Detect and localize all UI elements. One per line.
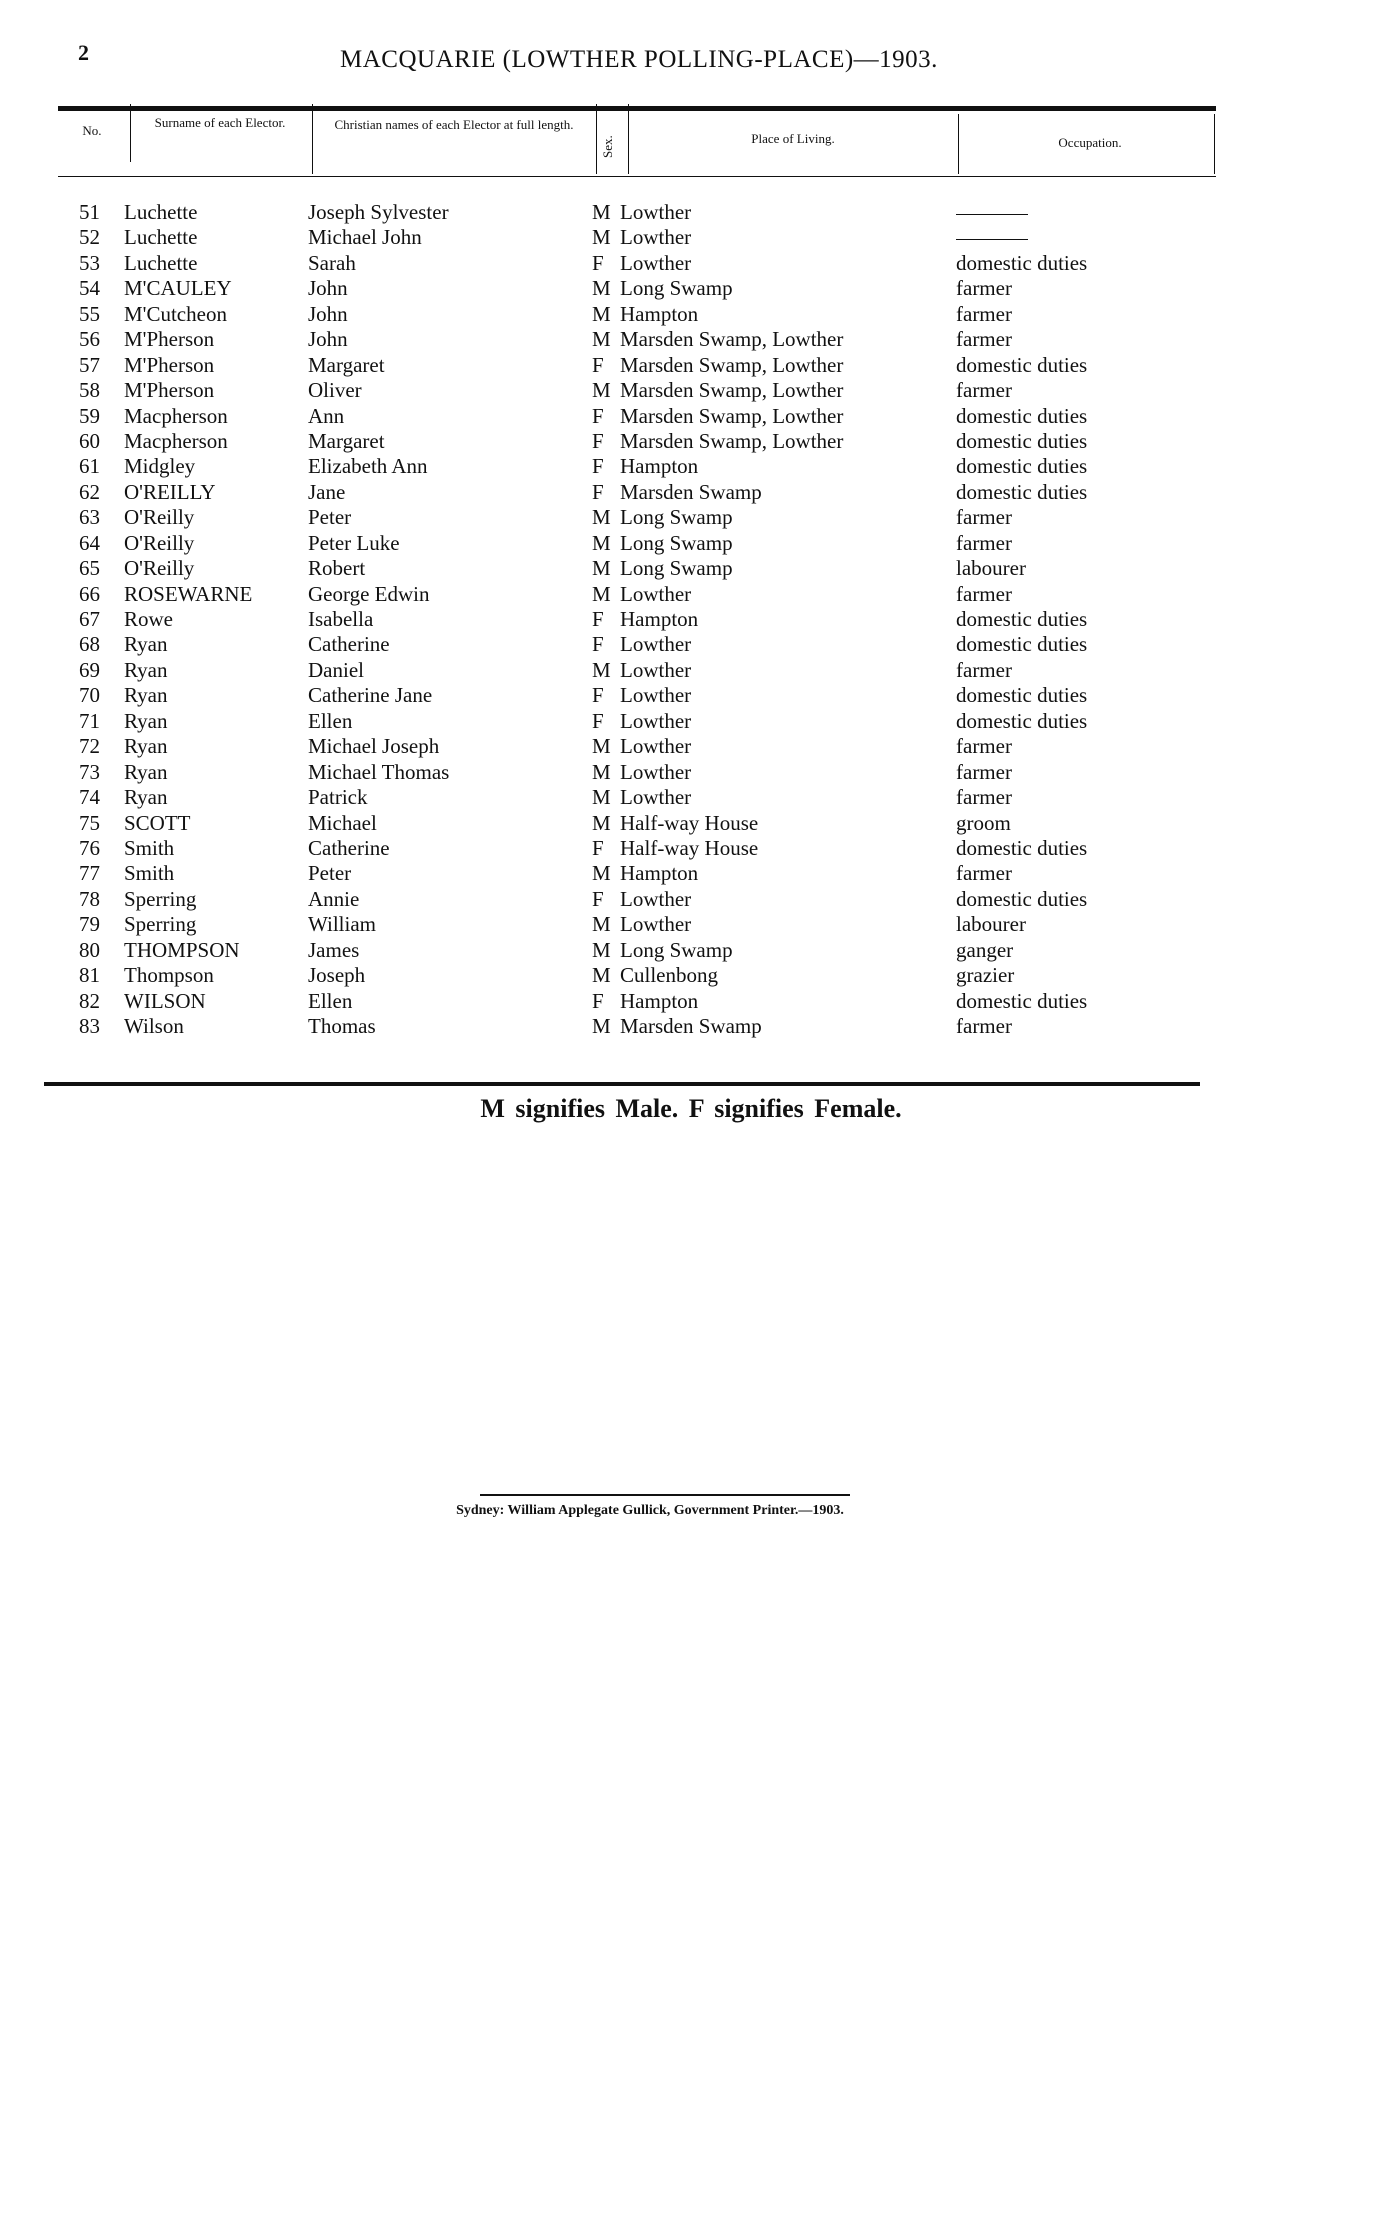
sex-legend: M signifies Male. F signifies Female. xyxy=(480,1094,902,1123)
elector-number: 66 xyxy=(79,581,100,606)
elector-number: 62 xyxy=(79,479,100,504)
page-title: MACQUARIE (LOWTHER POLLING-PLACE)—1903. xyxy=(340,46,938,73)
elector-christian-names: Peter Luke xyxy=(308,530,400,555)
elector-surname: SCOTT xyxy=(124,810,191,835)
elector-place-of-living: Lowther xyxy=(620,581,692,606)
elector-christian-names: Margaret xyxy=(308,352,385,377)
elector-christian-names: John xyxy=(308,327,348,352)
table-row xyxy=(60,709,1220,734)
elector-place-of-living: Lowther xyxy=(620,250,692,275)
elector-place-of-living: Cullenbong xyxy=(620,963,718,988)
table-row xyxy=(60,200,1220,225)
table-row xyxy=(60,276,1220,301)
elector-place-of-living: Marsden Swamp, Lowther xyxy=(620,428,844,453)
elector-sex: F xyxy=(592,835,604,860)
column-divider xyxy=(312,104,313,174)
elector-christian-names: Oliver xyxy=(308,378,362,403)
elector-number: 75 xyxy=(79,810,100,835)
elector-sex: M xyxy=(592,225,611,250)
elector-surname: Ryan xyxy=(124,708,168,733)
elector-number: 53 xyxy=(79,250,100,275)
elector-surname: ROSEWARNE xyxy=(124,581,253,606)
elector-sex: M xyxy=(592,912,611,937)
elector-surname: Sperring xyxy=(124,912,197,937)
column-divider xyxy=(628,104,629,174)
table-row xyxy=(60,1014,1220,1039)
elector-occupation: farmer xyxy=(956,301,1012,326)
table-row xyxy=(60,429,1220,454)
elector-christian-names: Joseph xyxy=(308,963,366,988)
elector-place-of-living: Lowther xyxy=(620,683,692,708)
elector-number: 67 xyxy=(79,607,100,631)
table-row xyxy=(60,505,1220,530)
table-row xyxy=(60,607,1220,632)
elector-place-of-living: Half-way House xyxy=(620,835,759,860)
elector-place-of-living: Lowther xyxy=(620,632,692,657)
table-row xyxy=(60,658,1220,683)
header-bottom-rule xyxy=(58,176,1216,177)
elector-occupation: groom xyxy=(956,810,1011,835)
occupation-blank-dash xyxy=(956,200,1028,225)
elector-place-of-living: Marsden Swamp, Lowther xyxy=(620,327,844,352)
elector-sex: M xyxy=(592,581,611,606)
imprint-rule xyxy=(480,1494,850,1496)
elector-surname: Ryan xyxy=(124,759,168,784)
elector-christian-names: Catherine xyxy=(308,835,390,860)
elector-occupation: farmer xyxy=(956,378,1012,403)
elector-christian-names: Peter xyxy=(308,505,352,530)
table-row xyxy=(60,225,1220,250)
elector-place-of-living: Lowther xyxy=(620,225,692,250)
elector-place-of-living: Lowther xyxy=(620,785,692,810)
elector-surname: THOMPSON xyxy=(124,937,240,962)
table-row xyxy=(60,327,1220,352)
table-row xyxy=(60,556,1220,581)
elector-sex: M xyxy=(592,963,611,988)
table-row xyxy=(60,734,1220,759)
header-no: No. xyxy=(82,123,102,138)
elector-surname: Luchette xyxy=(124,200,198,224)
elector-number: 61 xyxy=(79,454,100,479)
elector-occupation: grazier xyxy=(956,963,1015,988)
elector-surname: WILSON xyxy=(124,988,206,1013)
elector-sex: F xyxy=(592,454,604,479)
elector-surname: Ryan xyxy=(124,683,168,708)
elector-place-of-living: Marsden Swamp xyxy=(620,1014,762,1038)
elector-number: 81 xyxy=(79,963,100,988)
elector-number: 52 xyxy=(79,225,100,250)
elector-occupation: domestic duties xyxy=(956,708,1088,733)
table-row xyxy=(60,251,1220,276)
elector-surname: Smith xyxy=(124,861,175,886)
elector-surname: Ryan xyxy=(124,785,168,810)
elector-place-of-living: Hampton xyxy=(620,454,699,479)
elector-occupation: farmer xyxy=(956,785,1012,810)
elector-place-of-living: Lowther xyxy=(620,200,692,224)
column-divider xyxy=(958,114,959,174)
elector-christian-names: William xyxy=(308,912,376,937)
elector-surname: Rowe xyxy=(124,607,173,631)
elector-occupation: farmer xyxy=(956,759,1012,784)
electors-table xyxy=(60,200,1220,1039)
elector-sex: F xyxy=(592,250,604,275)
elector-occupation: domestic duties xyxy=(956,250,1088,275)
table-row xyxy=(60,963,1220,988)
elector-sex: M xyxy=(592,530,611,555)
elector-occupation: farmer xyxy=(956,657,1012,682)
elector-christian-names: Catherine Jane xyxy=(308,683,433,708)
elector-number: 63 xyxy=(79,505,100,530)
elector-surname: Thompson xyxy=(124,963,214,988)
elector-christian-names: Joseph Sylvester xyxy=(308,200,449,224)
elector-number: 74 xyxy=(79,785,100,810)
printer-imprint: Sydney: William Applegate Gullick, Government Printer.—1903. xyxy=(456,1503,844,1518)
elector-surname: O'REILLY xyxy=(124,479,216,504)
elector-sex: F xyxy=(592,632,604,657)
elector-number: 70 xyxy=(79,683,100,708)
elector-sex: M xyxy=(592,937,611,962)
elector-surname: M'Cutcheon xyxy=(124,301,227,326)
elector-surname: M'Pherson xyxy=(124,378,215,403)
elector-sex: M xyxy=(592,759,611,784)
elector-surname: Sperring xyxy=(124,886,197,911)
elector-sex: M xyxy=(592,810,611,835)
elector-surname: Smith xyxy=(124,835,175,860)
elector-christian-names: Elizabeth Ann xyxy=(308,454,428,479)
elector-sex: M xyxy=(592,556,611,581)
elector-place-of-living: Hampton xyxy=(620,861,699,886)
elector-place-of-living: Hampton xyxy=(620,988,699,1013)
elector-place-of-living: Lowther xyxy=(620,886,692,911)
elector-surname: Ryan xyxy=(124,734,168,759)
elector-surname: O'Reilly xyxy=(124,505,195,530)
elector-sex: F xyxy=(592,428,604,453)
table-row xyxy=(60,353,1220,378)
column-divider xyxy=(1214,114,1215,174)
elector-surname: Wilson xyxy=(124,1014,184,1038)
elector-christian-names: Ellen xyxy=(308,988,353,1013)
header-place: Place of Living. xyxy=(751,131,835,146)
elector-occupation: domestic duties xyxy=(956,352,1088,377)
page-number: 2 xyxy=(78,40,89,65)
elector-occupation: farmer xyxy=(956,1014,1012,1038)
table-row xyxy=(60,378,1220,403)
elector-christian-names: Thomas xyxy=(308,1014,376,1038)
elector-occupation: farmer xyxy=(956,734,1012,759)
header-occupation: Occupation. xyxy=(1058,135,1122,150)
column-divider xyxy=(596,104,597,174)
elector-christian-names: Daniel xyxy=(308,657,364,682)
table-row xyxy=(60,683,1220,708)
elector-occupation: farmer xyxy=(956,505,1012,530)
elector-place-of-living: Long Swamp xyxy=(620,530,733,555)
elector-christian-names: Peter xyxy=(308,861,352,886)
elector-surname: Luchette xyxy=(124,225,198,250)
elector-sex: F xyxy=(592,988,604,1013)
header-surname: Surname of each Elector. xyxy=(154,115,286,130)
elector-place-of-living: Long Swamp xyxy=(620,505,733,530)
elector-occupation: domestic duties xyxy=(956,479,1088,504)
elector-sex: F xyxy=(592,607,604,631)
header-christian: Christian names of each Elector at full length. xyxy=(334,117,574,132)
elector-occupation: farmer xyxy=(956,861,1012,886)
elector-occupation: domestic duties xyxy=(956,886,1088,911)
elector-number: 58 xyxy=(79,378,100,403)
table-row xyxy=(60,938,1220,963)
elector-occupation: domestic duties xyxy=(956,403,1088,428)
elector-occupation: domestic duties xyxy=(956,428,1088,453)
elector-place-of-living: Marsden Swamp xyxy=(620,479,762,504)
elector-sex: M xyxy=(592,276,611,301)
table-row xyxy=(60,404,1220,429)
elector-place-of-living: Long Swamp xyxy=(620,276,733,301)
elector-number: 72 xyxy=(79,734,100,759)
elector-number: 73 xyxy=(79,759,100,784)
elector-surname: O'Reilly xyxy=(124,556,195,581)
table-row xyxy=(60,760,1220,785)
elector-surname: Macpherson xyxy=(124,403,228,428)
elector-surname: M'Pherson xyxy=(124,352,215,377)
elector-christian-names: John xyxy=(308,301,348,326)
elector-surname: Ryan xyxy=(124,632,168,657)
table-row xyxy=(60,480,1220,505)
elector-occupation: labourer xyxy=(956,556,1026,581)
elector-christian-names: Sarah xyxy=(308,250,356,275)
elector-occupation: ganger xyxy=(956,937,1014,962)
elector-surname: M'Pherson xyxy=(124,327,215,352)
elector-place-of-living: Marsden Swamp, Lowther xyxy=(620,352,844,377)
elector-christian-names: Patrick xyxy=(308,785,368,810)
elector-number: 60 xyxy=(79,428,100,453)
table-bottom-rule xyxy=(44,1082,1200,1086)
elector-christian-names: Isabella xyxy=(308,607,374,631)
elector-place-of-living: Lowther xyxy=(620,912,692,937)
table-row xyxy=(60,989,1220,1014)
table-row xyxy=(60,582,1220,607)
elector-christian-names: Michael Thomas xyxy=(308,759,450,784)
elector-christian-names: Margaret xyxy=(308,428,385,453)
elector-occupation: labourer xyxy=(956,912,1026,937)
elector-christian-names: Ann xyxy=(308,403,345,428)
elector-place-of-living: Long Swamp xyxy=(620,937,733,962)
elector-sex: F xyxy=(592,479,604,504)
elector-number: 68 xyxy=(79,632,100,657)
elector-number: 76 xyxy=(79,835,100,860)
elector-place-of-living: Half-way House xyxy=(620,810,759,835)
elector-occupation: farmer xyxy=(956,530,1012,555)
elector-sex: F xyxy=(592,683,604,708)
table-row xyxy=(60,887,1220,912)
table-row xyxy=(60,632,1220,657)
elector-place-of-living: Marsden Swamp, Lowther xyxy=(620,403,844,428)
elector-surname: Luchette xyxy=(124,250,198,275)
elector-sex: M xyxy=(592,657,611,682)
elector-place-of-living: Lowther xyxy=(620,734,692,759)
elector-number: 82 xyxy=(79,988,100,1013)
elector-place-of-living: Hampton xyxy=(620,607,699,631)
elector-number: 83 xyxy=(79,1014,100,1038)
elector-christian-names: Annie xyxy=(308,886,360,911)
elector-place-of-living: Lowther xyxy=(620,759,692,784)
elector-sex: F xyxy=(592,403,604,428)
elector-christian-names: Michael John xyxy=(308,225,422,250)
elector-sex: M xyxy=(592,378,611,403)
elector-number: 79 xyxy=(79,912,100,937)
elector-occupation: domestic duties xyxy=(956,988,1088,1013)
elector-place-of-living: Lowther xyxy=(620,657,692,682)
elector-christian-names: Catherine xyxy=(308,632,390,657)
elector-sex: F xyxy=(592,352,604,377)
elector-surname: Midgley xyxy=(124,454,196,479)
elector-christian-names: Robert xyxy=(308,556,366,581)
elector-sex: M xyxy=(592,327,611,352)
table-row xyxy=(60,454,1220,479)
elector-occupation: domestic duties xyxy=(956,632,1088,657)
elector-occupation: domestic duties xyxy=(956,835,1088,860)
elector-surname: Macpherson xyxy=(124,428,228,453)
elector-sex: M xyxy=(592,505,611,530)
elector-number: 80 xyxy=(79,937,100,962)
elector-christian-names: Michael xyxy=(308,810,377,835)
elector-christian-names: Michael Joseph xyxy=(308,734,440,759)
elector-number: 56 xyxy=(79,327,100,352)
elector-surname: Ryan xyxy=(124,657,168,682)
elector-number: 59 xyxy=(79,403,100,428)
elector-sex: M xyxy=(592,301,611,326)
table-row xyxy=(60,836,1220,861)
elector-christian-names: George Edwin xyxy=(308,581,430,606)
occupation-blank-dash xyxy=(956,225,1028,250)
table-row xyxy=(60,811,1220,836)
elector-occupation: domestic duties xyxy=(956,607,1088,631)
table-row xyxy=(60,531,1220,556)
elector-occupation: domestic duties xyxy=(956,454,1088,479)
header-top-rule xyxy=(58,106,1216,111)
elector-occupation: domestic duties xyxy=(956,683,1088,708)
elector-occupation: farmer xyxy=(956,581,1012,606)
elector-number: 69 xyxy=(79,657,100,682)
elector-sex: M xyxy=(592,785,611,810)
elector-christian-names: John xyxy=(308,276,348,301)
elector-place-of-living: Long Swamp xyxy=(620,556,733,581)
elector-surname: O'Reilly xyxy=(124,530,195,555)
elector-sex: M xyxy=(592,861,611,886)
elector-christian-names: James xyxy=(308,937,360,962)
elector-place-of-living: Hampton xyxy=(620,301,699,326)
elector-sex: M xyxy=(592,734,611,759)
table-row xyxy=(60,302,1220,327)
table-row xyxy=(60,861,1220,886)
elector-number: 57 xyxy=(79,352,100,377)
elector-number: 65 xyxy=(79,556,100,581)
elector-number: 55 xyxy=(79,301,100,326)
elector-number: 54 xyxy=(79,276,100,301)
elector-sex: F xyxy=(592,886,604,911)
table-row xyxy=(60,912,1220,937)
table-row xyxy=(60,785,1220,810)
elector-number: 51 xyxy=(79,200,100,224)
elector-place-of-living: Lowther xyxy=(620,708,692,733)
header-sex: Sex. xyxy=(600,135,615,158)
elector-place-of-living: Marsden Swamp, Lowther xyxy=(620,378,844,403)
elector-sex: F xyxy=(592,708,604,733)
elector-christian-names: Jane xyxy=(308,479,346,504)
elector-christian-names: Ellen xyxy=(308,708,353,733)
elector-number: 78 xyxy=(79,886,100,911)
elector-sex: M xyxy=(592,1014,611,1038)
column-divider xyxy=(130,104,131,162)
elector-number: 77 xyxy=(79,861,100,886)
elector-number: 64 xyxy=(79,530,100,555)
elector-surname: M'CAULEY xyxy=(124,276,232,301)
elector-occupation: farmer xyxy=(956,276,1012,301)
elector-number: 71 xyxy=(79,708,100,733)
elector-occupation: farmer xyxy=(956,327,1012,352)
elector-sex: M xyxy=(592,200,611,224)
